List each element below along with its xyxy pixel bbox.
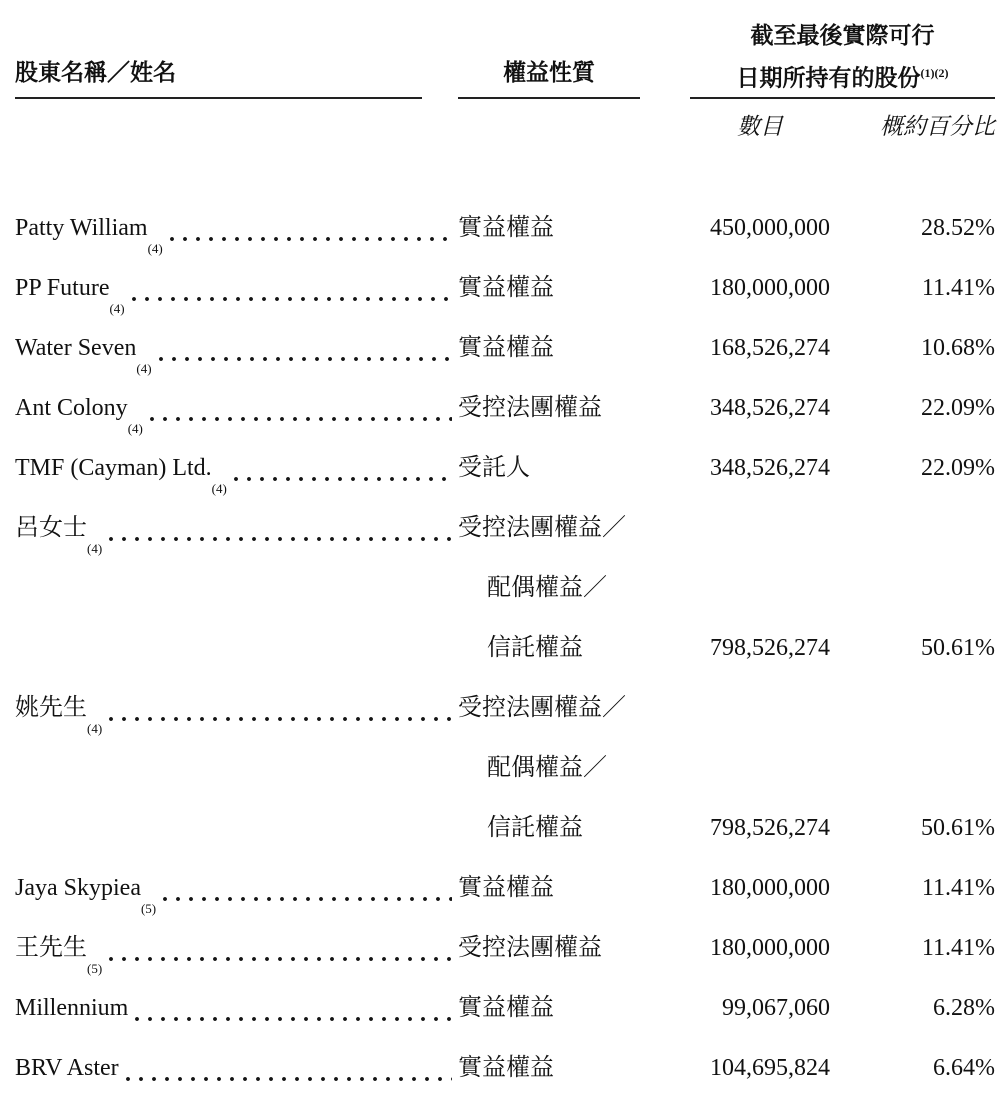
table-row (15, 918, 995, 978)
share-count: 450,000,000 (710, 214, 830, 241)
header-footnote-superscript: (1)(2) (920, 66, 949, 80)
header-shares-held-line1: 截至最後實際可行 (750, 22, 935, 48)
dot-leader (132, 297, 452, 301)
table-row (15, 1038, 995, 1098)
header-nature-of-interest-label: 權益性質 (503, 58, 595, 85)
dot-leader (159, 357, 452, 361)
header-nature-of-interest-column (458, 54, 640, 99)
dot-leader (126, 1077, 452, 1081)
shareholder-name: Patty William (15, 214, 148, 241)
share-pct: 50.61% (921, 634, 995, 661)
nature-cell (458, 978, 690, 1038)
nature-line: 信託權益 (487, 814, 583, 841)
table-row (15, 438, 995, 498)
nature-line: 受託人 (458, 454, 530, 481)
shareholder-name: Millennium (15, 994, 129, 1021)
dot-leader (109, 717, 452, 721)
table-row (15, 498, 995, 678)
share-count: 798,526,274 (710, 634, 830, 661)
share-pct: 50.61% (921, 814, 995, 841)
nature-cell (458, 918, 690, 978)
table-row (15, 858, 995, 918)
table-row (15, 198, 995, 258)
share-count: 348,526,274 (710, 454, 830, 481)
shareholder-name-cell: Ant Colony $^{(4)}$ (15, 378, 458, 438)
share-pct: 6.28% (933, 994, 995, 1021)
share-pct: 22.09% (921, 454, 995, 481)
shareholder-name: BRV Aster (15, 1054, 119, 1081)
shareholder-name: 王先生 (15, 934, 87, 961)
shareholder-name-cell: Jaya Skypiea $^{(5)}$ (15, 858, 458, 918)
header-shares-held-text: 日期所持有的股份 (736, 64, 921, 91)
nature-line: 受控法團權益／ (458, 694, 626, 721)
nature-cell (458, 318, 690, 378)
dot-leader (109, 537, 452, 541)
shareholder-name-cell (15, 1038, 458, 1098)
table-row (15, 318, 995, 378)
header-shares-held-line2 (690, 54, 995, 97)
subheader-percentage-label: 概約百分比 (880, 113, 995, 139)
nature-cell (458, 1038, 690, 1098)
nature-line: 受控法團權益／ (458, 514, 626, 541)
shareholder-name: Ant Colony (15, 394, 128, 421)
shareholder-name: Jaya Skypiea (15, 874, 141, 901)
header-shareholder-name-label: 股東名稱／姓名 (15, 58, 176, 85)
shareholder-name-cell: Patty William $^{(4)}$ (15, 198, 458, 258)
nature-line: 實益權益 (458, 1054, 554, 1081)
nature-cell (458, 498, 690, 678)
shareholder-name: Water Seven (15, 334, 137, 361)
nature-line: 配偶權益／ (487, 574, 607, 601)
nature-line: 實益權益 (458, 274, 554, 301)
share-pct: 11.41% (921, 934, 995, 961)
substantial-shareholders-table (15, 16, 995, 1098)
nature-cell (458, 258, 690, 318)
nature-line: 實益權益 (458, 214, 554, 241)
nature-line: 配偶權益／ (487, 754, 607, 781)
share-count: 104,695,824 (710, 1054, 830, 1081)
table-subheader (15, 99, 995, 154)
dot-leader (150, 417, 452, 421)
share-count: 180,000,000 (710, 274, 830, 301)
shareholder-name: PP Future (15, 274, 110, 301)
share-pct: 11.41% (921, 274, 995, 301)
header-shareholder-name-column (15, 54, 458, 99)
shareholder-name-cell: 王先生 $^{(5)}$ (15, 918, 458, 978)
nature-line: 實益權益 (458, 334, 554, 361)
subheader-number-label: 數目 (737, 113, 783, 139)
table-row (15, 378, 995, 438)
share-count: 180,000,000 (710, 934, 830, 961)
table-row (15, 258, 995, 318)
shareholder-name-cell: 呂女士 $^{(4)}$ (15, 498, 458, 558)
share-count: 180,000,000 (710, 874, 830, 901)
subheader-spacer-1 (15, 99, 458, 154)
share-count: 348,526,274 (710, 394, 830, 421)
shareholder-name: TMF (Cayman) Ltd. (15, 454, 212, 481)
nature-line: 實益權益 (458, 874, 554, 901)
shareholder-name-cell: Water Seven $^{(4)}$ (15, 318, 458, 378)
shareholder-name: 呂女士 (15, 514, 87, 541)
dot-leader (109, 957, 452, 961)
dot-leader (234, 477, 452, 481)
shareholder-name-cell (15, 978, 458, 1038)
nature-line: 信託權益 (487, 634, 583, 661)
shareholder-name: 姚先生 (15, 694, 87, 721)
header-shares-held-column (690, 16, 995, 99)
nature-cell (458, 858, 690, 918)
dot-leader (170, 237, 452, 241)
shareholder-name-cell: TMF (Cayman) Ltd. $^{(4)}$ (15, 438, 458, 498)
shareholder-name-cell: 姚先生 $^{(4)}$ (15, 678, 458, 738)
share-pct: 6.64% (933, 1054, 995, 1081)
dot-leader (163, 897, 452, 901)
share-pct: 28.52% (921, 214, 995, 241)
share-count: 798,526,274 (710, 814, 830, 841)
share-pct: 22.09% (921, 394, 995, 421)
share-pct: 10.68% (921, 334, 995, 361)
nature-line: 實益權益 (458, 994, 554, 1021)
nature-cell (458, 438, 690, 498)
nature-line: 受控法團權益 (458, 394, 602, 421)
dot-leader (135, 1017, 452, 1021)
nature-cell (458, 678, 690, 858)
share-count: 99,067,060 (722, 994, 830, 1021)
nature-cell (458, 378, 690, 438)
nature-cell (458, 198, 690, 258)
table-row (15, 678, 995, 858)
shareholder-name-cell: PP Future $^{(4)}$ (15, 258, 458, 318)
share-pct: 11.41% (921, 874, 995, 901)
share-count: 168,526,274 (710, 334, 830, 361)
subheader-spacer-2 (458, 99, 690, 154)
nature-line: 受控法團權益 (458, 934, 602, 961)
table-body (15, 198, 995, 1098)
table-row (15, 978, 995, 1038)
table-header (15, 16, 995, 99)
